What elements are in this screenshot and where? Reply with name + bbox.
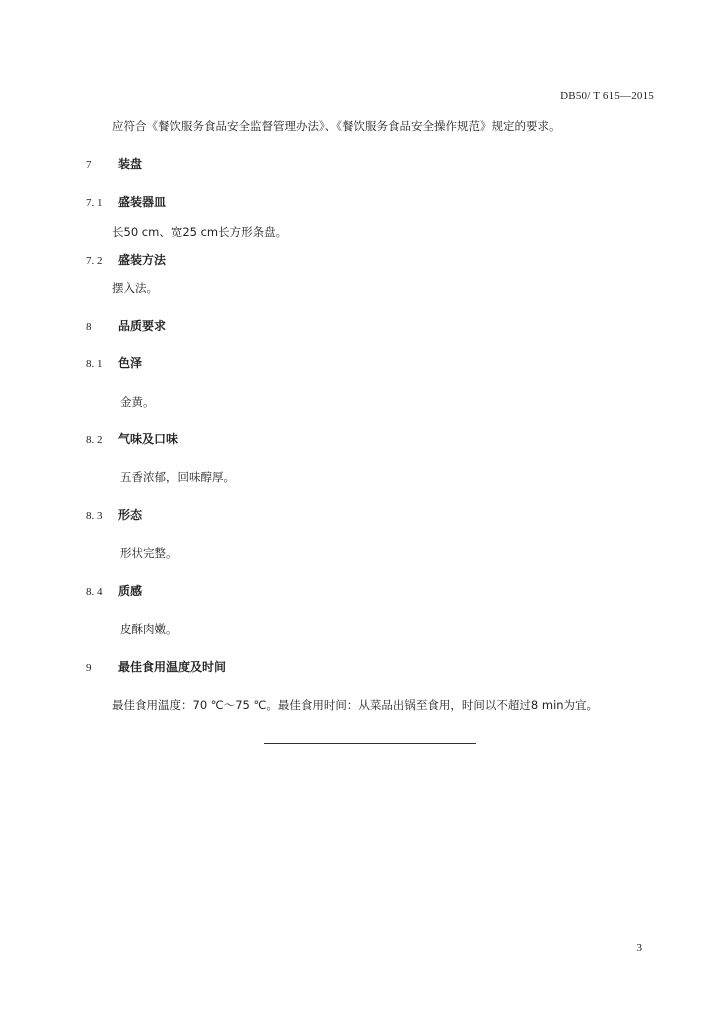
heading-8-1 (86, 356, 142, 371)
section-title: 最佳食用温度及时间 (118, 660, 227, 674)
heading-9 (86, 660, 226, 675)
heading-7 (86, 157, 142, 172)
document-code: DB50/ T 615—2015 (560, 90, 654, 102)
section-number: 8. 1 (86, 358, 103, 370)
section-number: 9 (86, 662, 92, 674)
section-title: 质感 (118, 584, 143, 598)
heading-8-3 (86, 508, 142, 523)
heading-7-2 (86, 253, 166, 268)
heading-7-1 (86, 195, 166, 210)
section-number: 8. 3 (86, 510, 103, 522)
section-title: 盛装器皿 (118, 195, 167, 209)
heading-8-4 (86, 584, 142, 599)
section-number: 7 (86, 159, 92, 171)
section-title: 形态 (118, 508, 143, 522)
heading-8 (86, 319, 166, 334)
paragraph-8-2: 五香浓郁，回味醇厚。 (120, 470, 235, 484)
intro-paragraph: 应符合《餐饮服务食品安全监督管理办法》、《餐饮服务食品安全操作规范》规定的要求。 (112, 119, 561, 133)
section-title: 装盘 (118, 157, 143, 171)
section-number: 8 (86, 321, 92, 333)
paragraph-7-1: 长50 cm、宽25 cm长方形条盘。 (112, 225, 288, 239)
section-title: 品质要求 (118, 319, 167, 333)
section-title: 气味及口味 (118, 432, 179, 446)
section-number: 7. 1 (86, 197, 103, 209)
paragraph-8-4: 皮酥肉嫩。 (120, 622, 178, 636)
end-of-standard-rule (264, 743, 476, 744)
section-title: 色泽 (118, 356, 143, 370)
paragraph-8-3: 形状完整。 (120, 546, 178, 560)
paragraph-8-1: 金黄。 (120, 395, 155, 409)
heading-8-2 (86, 432, 178, 447)
section-title: 盛装方法 (118, 253, 167, 267)
paragraph-7-2: 摆入法。 (112, 281, 158, 295)
section-number: 8. 4 (86, 586, 103, 598)
page-number: 3 (636, 942, 642, 954)
paragraph-9: 最佳食用温度：70 ℃～75 ℃。最佳食用时间：从菜品出锅至食用，时间以不超过8 min为宜。 (112, 698, 599, 712)
section-number: 8. 2 (86, 434, 103, 446)
section-number: 7. 2 (86, 255, 103, 267)
